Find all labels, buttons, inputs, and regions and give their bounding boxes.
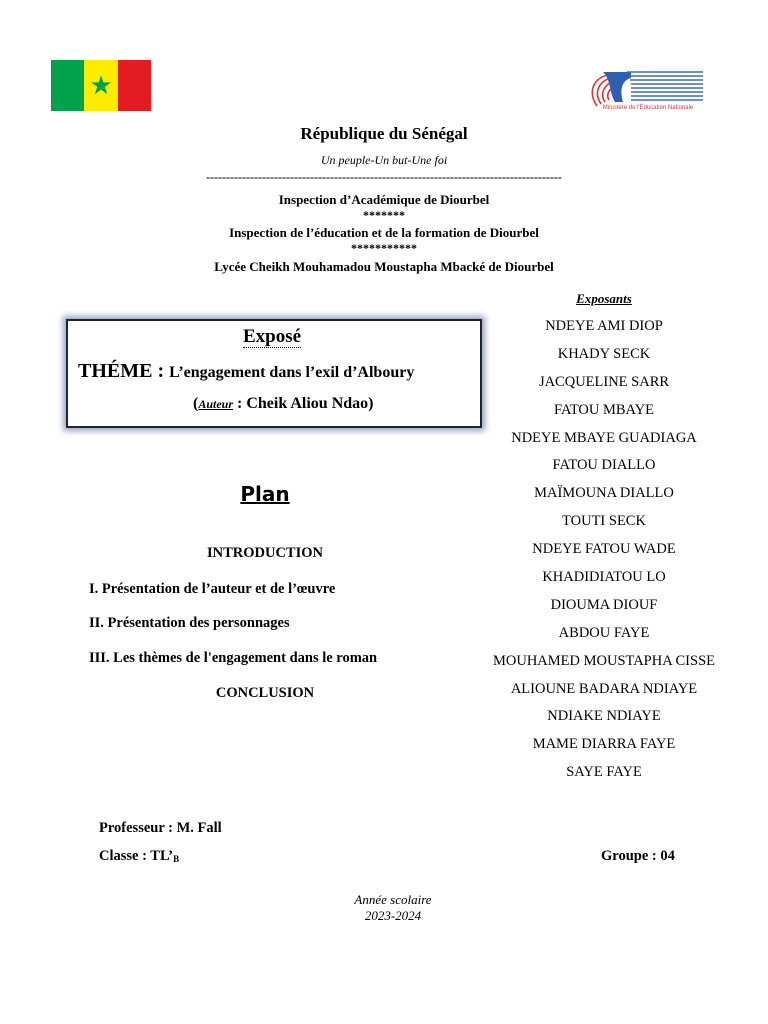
list-item: ABDOU FAYE [558, 624, 650, 641]
author-separator: : [233, 395, 247, 412]
author-open-paren: ( [193, 395, 199, 412]
theme-label: THÉME : [78, 360, 165, 382]
lycee-name: Lycée Cheikh Mouhamadou Moustapha Mbacké de Diourbel [214, 259, 554, 274]
author-line [193, 395, 373, 413]
stars-separator: *********** [351, 241, 417, 255]
annee-scolaire-value: 2023-2024 [364, 908, 422, 923]
list-item: KHADIDIATOU LO [542, 569, 666, 586]
professeur-line: Professeur : M. Fall [99, 820, 222, 836]
classe-label: Classe : TL’ [99, 848, 174, 864]
flag-green-band [51, 60, 84, 111]
separator-line: ----------------------------------------------------------------------------------------- [206, 170, 562, 184]
list-item: JACQUELINE SARR [538, 373, 670, 390]
plan-title: Plan [240, 482, 290, 506]
list-item: MOUHAMED MOUSTAPHA CISSE [492, 652, 715, 669]
flag-red-band [118, 60, 151, 111]
expose-heading [66, 326, 478, 348]
theme-text: L’engagement dans l’exil d’Alboury [169, 364, 415, 381]
list-item: FATOU DIALLO [552, 457, 656, 474]
plan-part-1: I. Présentation de l’auteur et de l’œuvre [89, 581, 336, 597]
plan-introduction: INTRODUCTION [206, 545, 323, 561]
inspection-academie: Inspection d’Académique de Diourbel [278, 192, 490, 207]
list-item: NDEYE AMI DIOP [545, 318, 663, 334]
stars-separator: ******* [363, 208, 405, 222]
list-item: DIOUMA DIOUF [550, 596, 658, 613]
plan-conclusion: CONCLUSION [215, 685, 315, 701]
list-item: NDEYE MBAYE GUADIAGA [511, 429, 697, 446]
flag-star-icon: ★ [89, 70, 113, 101]
classe-line [99, 848, 179, 865]
annee-scolaire-label: Année scolaire [354, 892, 432, 907]
classe-subscript: B [173, 854, 180, 864]
country-title: République du Sénégal [300, 124, 468, 143]
list-item: KHADY SECK [557, 345, 651, 362]
list-item: ALIOUNE BADARA NDIAYE [510, 680, 698, 697]
author-label: Auteur [198, 397, 234, 411]
list-item: MAÏMOUNA DIALLO [534, 485, 674, 502]
groupe-line: Groupe : 04 [601, 848, 675, 864]
list-item: MAME DIARRA FAYE [532, 736, 676, 753]
senegal-flag [51, 60, 151, 111]
plan-part-3: III. Les thèmes de l'engagement dans le roman [89, 650, 378, 666]
flag-yellow-band [84, 60, 117, 111]
list-item: SAYE FAYE [566, 764, 642, 781]
national-motto: Un peuple-Un but-Une foi [320, 153, 448, 167]
expose-heading-text: Exposé [242, 326, 302, 347]
author-name: Cheik Aliou Ndao) [246, 395, 374, 412]
list-item: NDEYE FATOU WADE [532, 541, 676, 558]
inspection-education: Inspection de l’éducation et de la formation de Diourbel [229, 225, 539, 240]
plan-part-2: II. Présentation des personnages [89, 615, 290, 631]
logo-caption: Ministère de l'Éducation Nationale [602, 105, 694, 111]
exposants-heading: Exposants [576, 291, 632, 306]
theme-line [78, 360, 414, 383]
list-item: NDIAKE NDIAYE [547, 708, 661, 725]
list-item: TOUTI SECK [562, 513, 646, 530]
list-item: FATOU MBAYE [553, 401, 655, 418]
